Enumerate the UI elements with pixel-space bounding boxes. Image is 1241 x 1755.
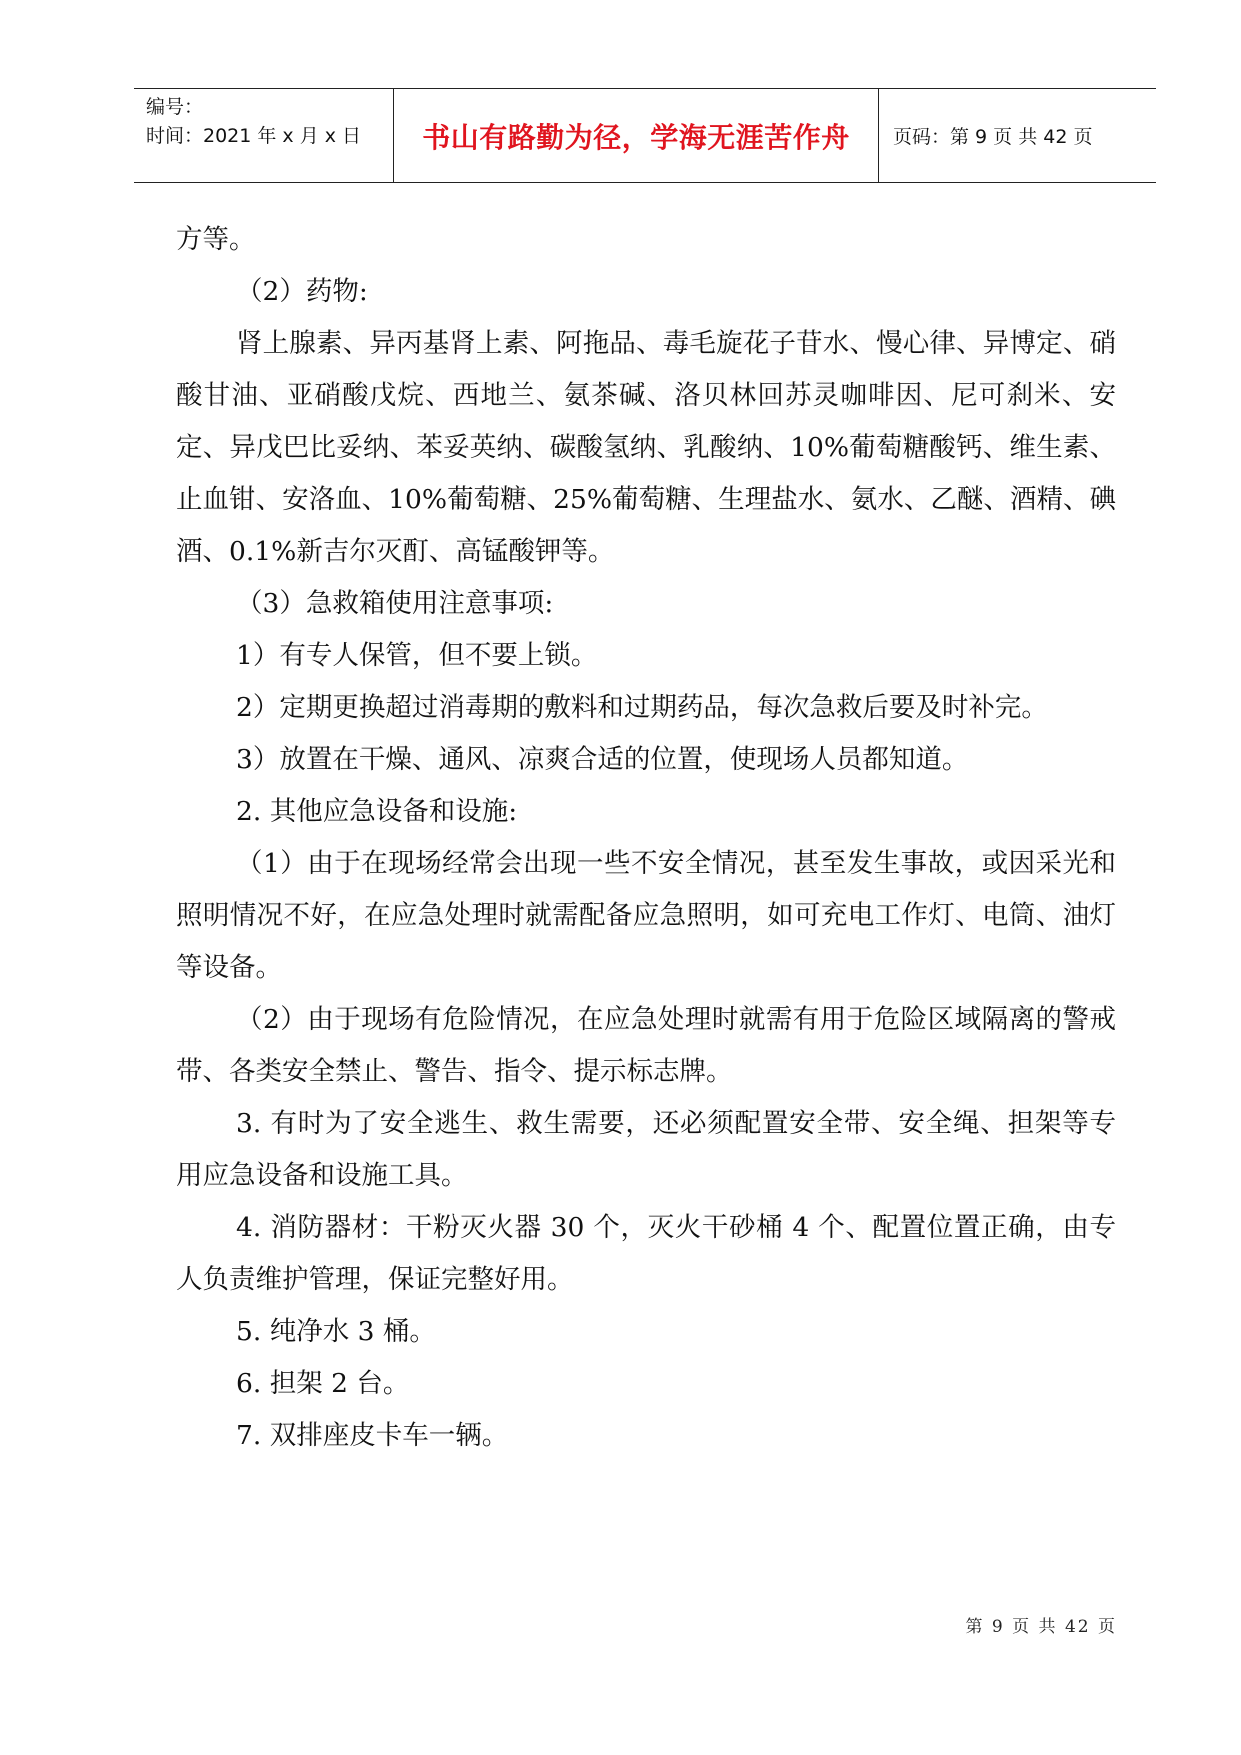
document-body [176, 214, 1116, 1462]
document-number-label: 编号： [146, 96, 204, 118]
page-footer: 第 9 页 共 42 页 [965, 1617, 1117, 1637]
body-paragraph: 6. 担架 2 台。 [236, 1368, 410, 1399]
body-paragraph: （1）由于在现场经常会出现一些不安全情况，甚至发生事故，或因采光和照明情况不好，在应急处理时就需配备应急照明，如可充电工作灯、电筒、油灯等设备。 [176, 848, 1116, 983]
body-paragraph: （2）药物: [236, 276, 368, 307]
page-header [134, 88, 1156, 183]
body-paragraph: 方等。 [176, 224, 256, 255]
document-time-label: 时间：2021 年 x 月 x 日 [146, 125, 362, 147]
body-paragraph: 2. 其他应急设备和设施: [236, 796, 518, 827]
body-paragraph: （3）急救箱使用注意事项: [236, 588, 554, 619]
body-paragraph: 4. 消防器材：干粉灭火器 30 个，灭火干砂桶 4 个、配置位置正确，由专人负责维护管理，保证完整好用。 [176, 1212, 1116, 1295]
body-paragraph: 肾上腺素、异丙基肾上素、阿拖品、毒毛旋花子苷水、慢心律、异博定、硝酸甘油、亚硝酸戊烷、西地兰、氨茶碱、洛贝林回苏灵咖啡因、尼可刹米、安定、异戊巴比妥纳、苯妥英纳、碳酸氢纳、乳酸纳、10%葡萄糖酸钙、维生素、止血钳、安洛血、10%葡萄糖、25%葡萄糖、生理盐水、氨水、乙醚、酒精、碘酒、0.1%新吉尔灭酊、高锰酸钾等。 [176, 328, 1116, 567]
header-info-cell [134, 89, 394, 182]
body-paragraph: 5. 纯净水 3 桶。 [236, 1316, 436, 1347]
body-paragraph: 3. 有时为了安全逃生、救生需要，还必须配置安全带、安全绳、担架等专用应急设备和设施工具。 [176, 1108, 1116, 1191]
body-paragraph: 2）定期更换超过消毒期的敷料和过期药品，每次急救后要及时补完。 [236, 692, 1048, 723]
body-paragraph: （2）由于现场有危险情况，在应急处理时就需有用于危险区域隔离的警戒带、各类安全禁止、警告、指令、提示标志牌。 [176, 1004, 1116, 1087]
body-paragraph: 7. 双排座皮卡车一辆。 [236, 1420, 509, 1451]
header-page-code: 页码：第 9 页 共 42 页 [893, 126, 1093, 148]
body-paragraph: 1）有专人保管，但不要上锁。 [236, 640, 598, 671]
header-motto: 书山有路勤为径，学海无涯苦作舟 [394, 89, 879, 182]
body-paragraph: 3）放置在干燥、通风、凉爽合适的位置，使现场人员都知道。 [236, 744, 969, 775]
